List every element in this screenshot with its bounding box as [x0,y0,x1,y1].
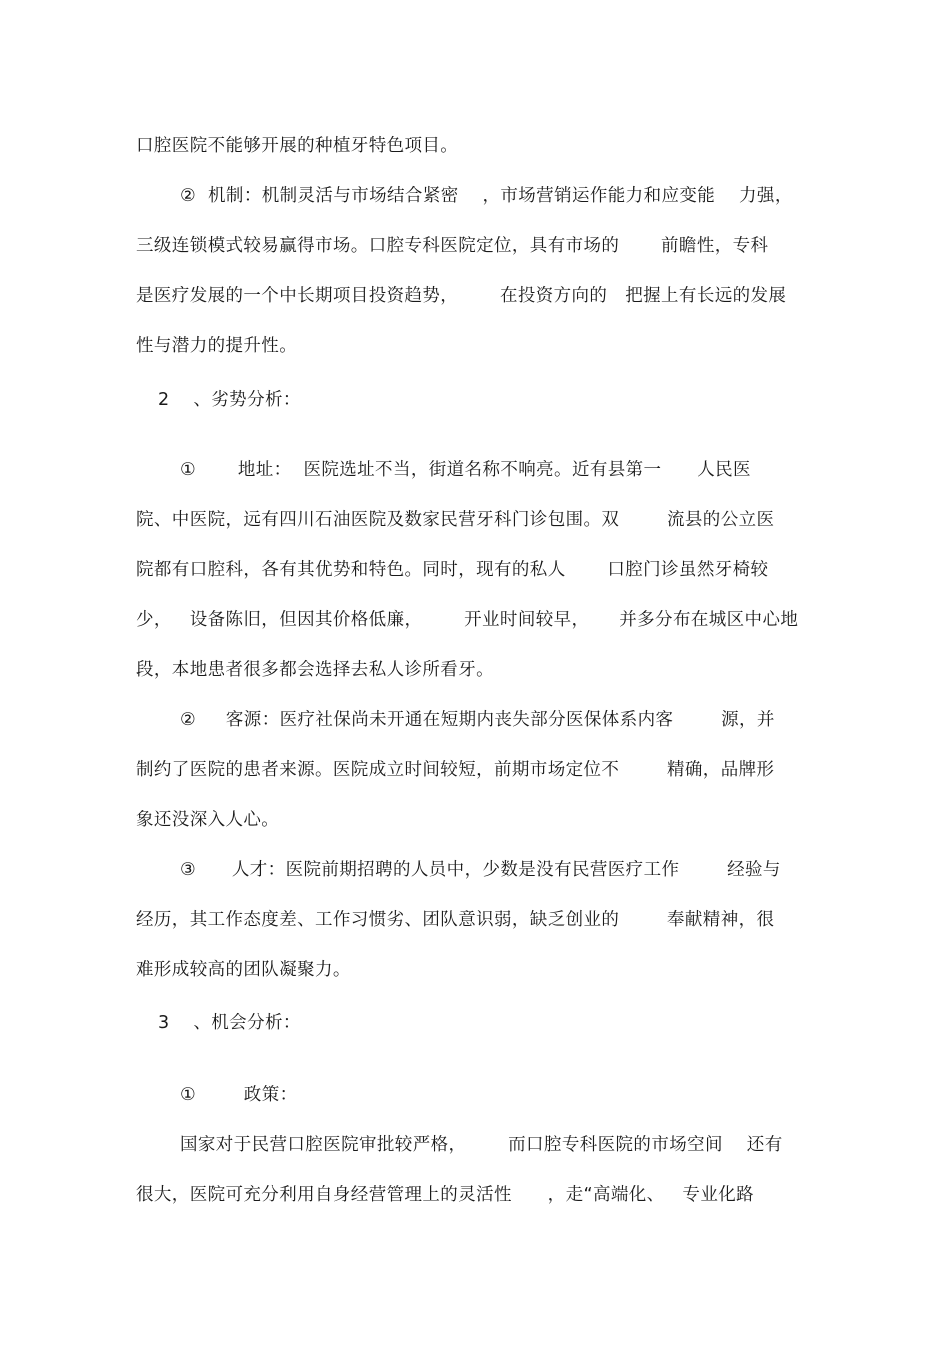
section-heading: 2 、劣势分析： [158,390,301,410]
text-line: 口腔医院不能够开展的种植牙特色项目。 [136,136,459,156]
text-line: ① 地址： 医院选址不当，街道名称不响亮。近有县第一 人民医 [180,460,751,480]
text-line: 难形成较高的团队凝聚力。 [136,960,351,980]
text-line: ③ 人才：医院前期招聘的人员中，少数是没有民营医疗工作 经验与 [180,860,781,880]
text-line: 三级连锁模式较易赢得市场。口腔专科医院定位，具有市场的 前瞻性，专科 [136,236,769,256]
text-line: 院、中医院，远有四川石油医院及数家民营牙科门诊包围。双 流县的公立医 [136,510,775,530]
text-line: 少， 设备陈旧，但因其价格低廉， 开业时间较早， 并多分布在城区中心地 [136,610,799,630]
section-heading: 3 、机会分析： [158,1013,301,1033]
text-line: ② 客源：医疗社保尚未开通在短期内丧失部分医保体系内客 源，并 [180,710,775,730]
text-line: 性与潜力的提升性。 [136,336,298,356]
text-line: 经历，其工作态度差、工作习惯劣、团队意识弱，缺乏创业的 奉献精神，很 [136,910,775,930]
text-line: 制约了医院的患者来源。医院成立时间较短，前期市场定位不 精确，品牌形 [136,760,775,780]
text-line: 院都有口腔科，各有其优势和特色。同时，现有的私人 口腔门诊虽然牙椅较 [136,560,769,580]
text-line: 象还没深入人心。 [136,810,280,830]
text-line: 段，本地患者很多都会选择去私人诊所看牙。 [136,660,494,680]
text-line: ① 政策： [180,1085,298,1105]
text-line: 很大，医院可充分利用自身经营管理上的灵活性 ，走“高端化、 专业化路 [136,1185,755,1205]
text-line: 是医疗发展的一个中长期项目投资趋势， 在投资方向的 把握上有长远的发展 [136,286,787,306]
text-line: ② 机制：机制灵活与市场结合紧密 ，市场营销运作能力和应变能 力强， [180,186,793,206]
text-line: 国家对于民营口腔医院审批较严格， 而口腔专科医院的市场空间 还有 [180,1135,783,1155]
